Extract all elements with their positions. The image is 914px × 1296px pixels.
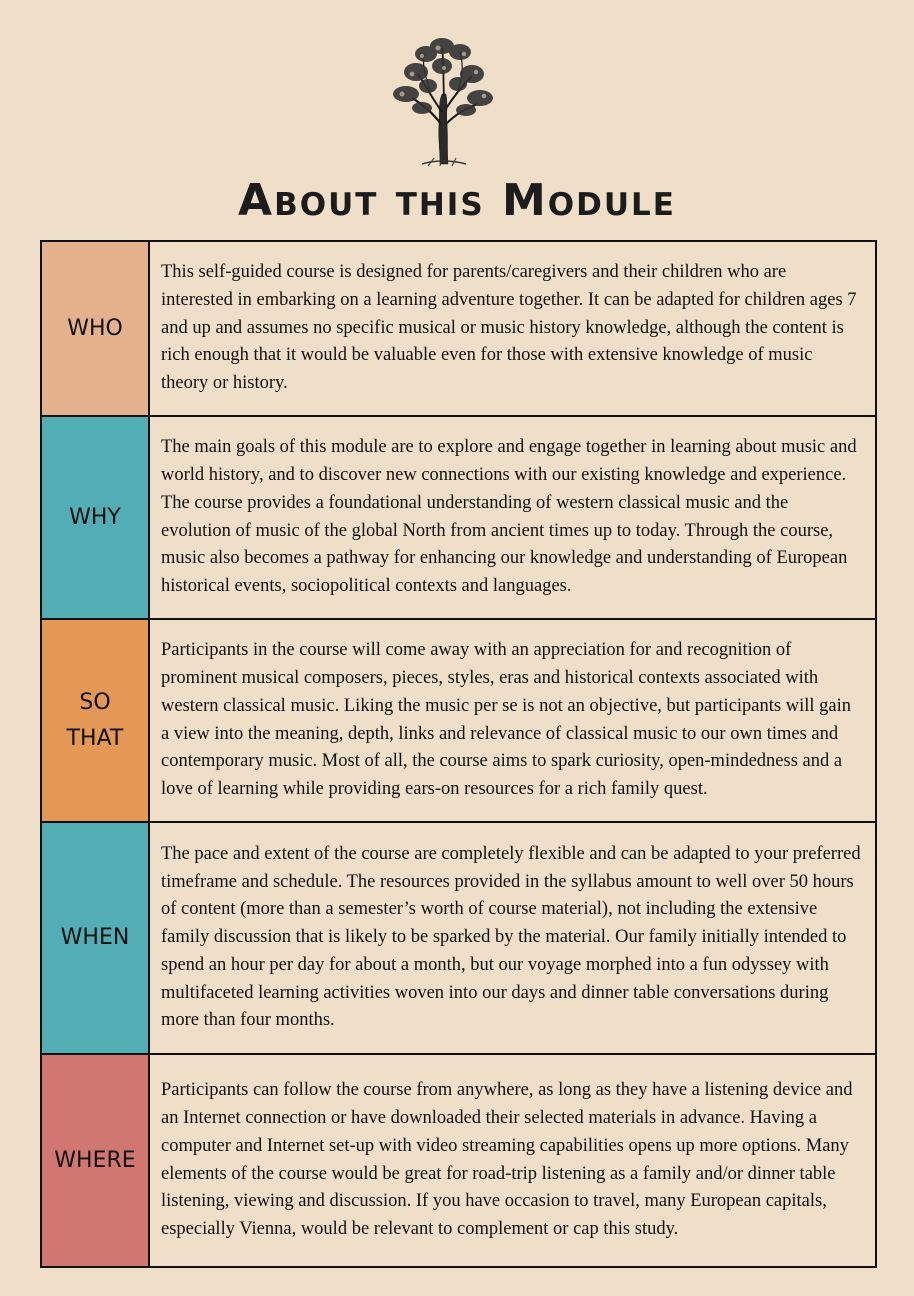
table-row-who [42, 242, 875, 417]
tree-illustration-icon [382, 32, 504, 168]
row-text-content: The main goals of this module are to explore and engage together in learning about music and world history, and to discover new connections with our existing knowledge and experience. The course provides a foundational understanding of western classical music and the evolution of music of the global North from ancient times up to today. Through the course, music also becomes a pathway for enhancing our knowledge and understanding of European historical events, sociopolitical contexts and languages. [161, 437, 857, 597]
row-text-content: Participants can follow the course from anywhere, as long as they have a listening device and an Internet connection or have downloaded their selected materials in advance. Having a computer and Internet set-up with video streaming capabilities opens up more options. Many elements of the course would be great for road-trip listening as a family and/or dinner table listening, viewing and discussion. If you have occasion to travel, many European capitals, especially Vienna, would be relevant to complement or cap this study. [161, 1080, 853, 1240]
row-text-content: Participants in the course will come away with an appreciation for and recognition of prominent musical composers, pieces, styles, eras and historical contexts associated with western classical music. Liking the music per se is not an objective, but participants will gain a view into the meaning, depth, links and relevance of classical music to our own times and contemporary music. Most of all, the course aims to spark curiosity, open-mindedness and a love of learning while providing ears-on resources for a rich family quest. [161, 640, 851, 800]
row-label: SO THAT [42, 620, 150, 821]
row-text [150, 1055, 875, 1266]
row-text-content: The pace and extent of the course are completely flexible and can be adapted to your preferred timeframe and schedule. The resources provided in the syllabus amount to well over 50 hours of content (more than a semester’s worth of course material), not including the extensive family discussion that is likely to be sparked by the material. Our family initially intended to spend an hour per day for about a month, but our voyage morphed into a fun odyssey with multifaceted learning activities woven into our days and dinner table conversations during more than four months. [161, 843, 861, 1031]
row-text-content: This self-guided course is designed for parents/caregivers and their children who are interested in embarking on a learning adventure together. It can be adapted for children ages 7 and up and assumes no specific musical or music history knowledge, although the content is rich enough that it would be valuable even for those with extensive knowledge of music theory or history. [161, 262, 857, 394]
row-text [150, 823, 875, 1053]
row-text [150, 242, 875, 415]
table-row-where [42, 1055, 875, 1266]
module-table [40, 240, 877, 1268]
page-title: About this Module [238, 175, 676, 226]
table-row-why [42, 417, 875, 620]
row-text [150, 417, 875, 618]
row-label: WHEN [42, 823, 150, 1053]
row-label: WHY [42, 417, 150, 618]
table-row-when [42, 823, 875, 1055]
row-text [150, 620, 875, 821]
table-row-so-that [42, 620, 875, 823]
row-label: WHERE [42, 1055, 150, 1266]
row-label: WHO [42, 242, 150, 415]
